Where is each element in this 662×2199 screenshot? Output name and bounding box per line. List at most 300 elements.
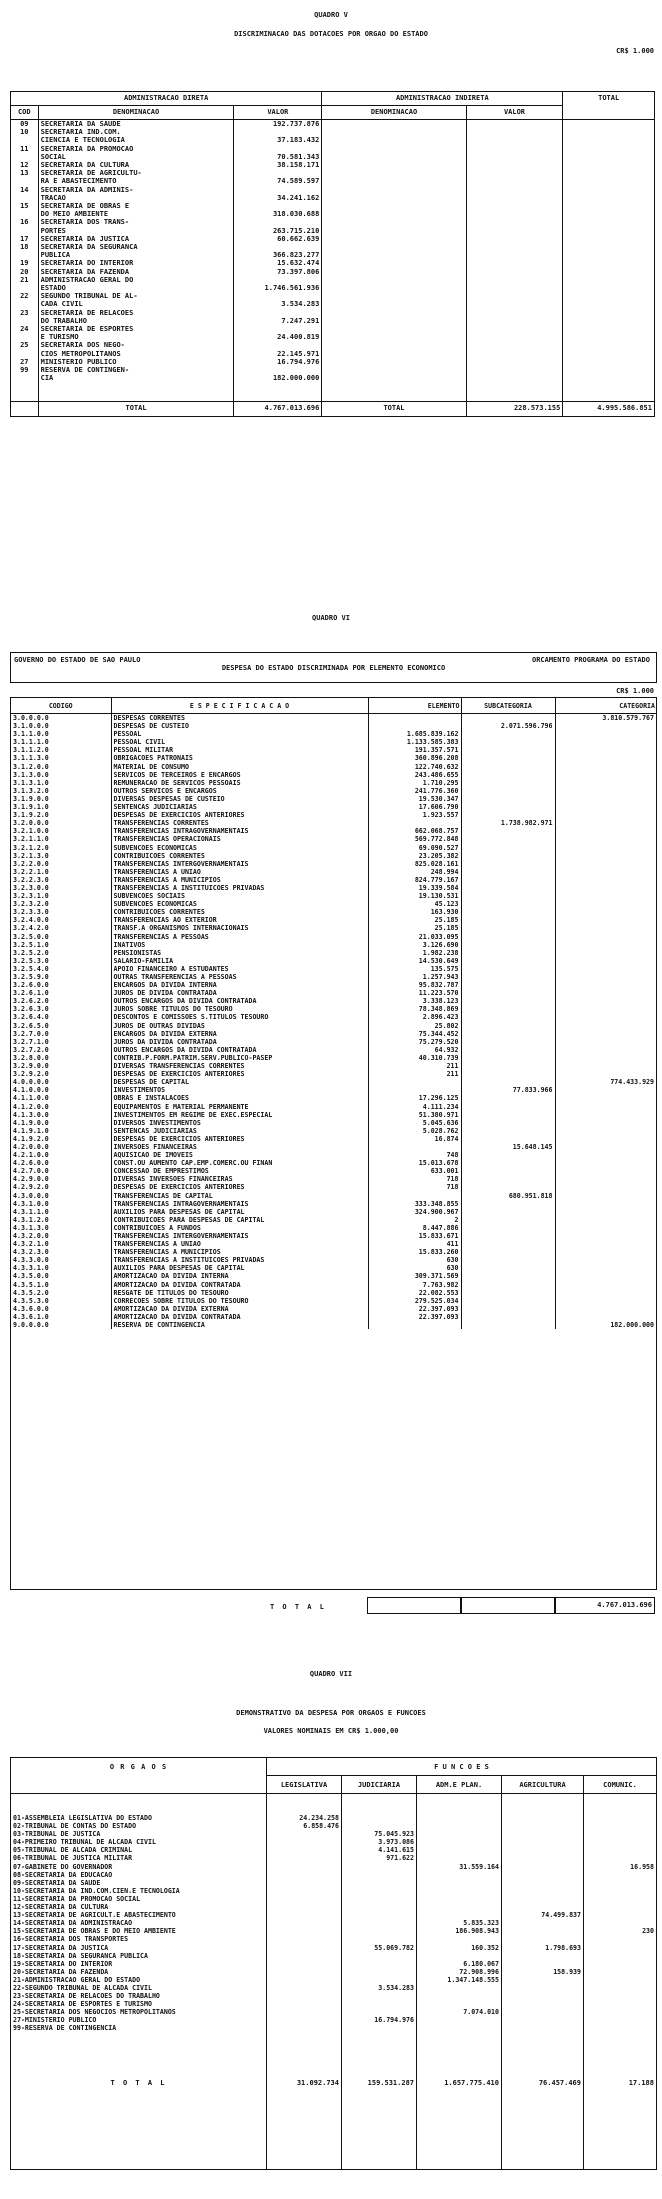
table-row xyxy=(11,1297,656,1305)
desc-cell: TRANSFERENCIAS A INSTITUICOES PRIVADAS xyxy=(111,1256,368,1264)
total-cell xyxy=(563,300,655,308)
orgao-cell: 12-SECRETARIA DA CULTURA xyxy=(13,1903,109,1912)
table-row xyxy=(11,1895,656,1903)
header-denominacao: DENOMINACAO xyxy=(38,106,234,120)
funcao-value-cell xyxy=(501,1976,583,1984)
cat-cell xyxy=(555,1005,656,1013)
table-row xyxy=(11,1903,656,1911)
quadro-vii-table-frame xyxy=(10,1757,657,2170)
elemento-cell: 211 xyxy=(368,1062,461,1070)
codigo-cell: 3.2.2.3.0 xyxy=(13,875,49,884)
funcao-value-cell xyxy=(583,2000,656,2008)
desc-cell: SENTENCAS JUDICIARIAS xyxy=(111,803,368,811)
cat-cell xyxy=(555,860,656,868)
desc-cell: DIVERSAS INVERSOES FINANCEIRAS xyxy=(111,1175,368,1183)
cat-cell xyxy=(555,754,656,762)
table-row xyxy=(11,1814,656,1822)
table-row xyxy=(11,194,655,202)
table-row xyxy=(11,1289,656,1297)
table-row xyxy=(11,259,655,267)
indireta-denominacao-cell xyxy=(322,136,466,144)
elemento-cell: 25.802 xyxy=(368,1022,461,1030)
funcao-value-cell xyxy=(501,1822,583,1830)
cat-cell xyxy=(555,1038,656,1046)
funcao-value-cell xyxy=(501,1838,583,1846)
codigo-cell: 3.1.1.3.0 xyxy=(13,754,49,763)
table-row xyxy=(11,1838,656,1846)
total-cell xyxy=(563,358,655,366)
funcao-value-cell xyxy=(583,1814,656,1822)
cod-cell xyxy=(11,153,39,161)
funcao-value-cell xyxy=(341,1887,416,1895)
funcao-value-cell: 7.074.010 xyxy=(463,2008,499,2017)
table-row xyxy=(11,1038,656,1046)
codigo-cell: 3.1.9.0.0 xyxy=(13,794,49,803)
table-row xyxy=(11,1830,656,1838)
total-cell xyxy=(563,317,655,325)
table-row xyxy=(11,754,656,762)
codigo-cell: 3.1.1.2.0 xyxy=(13,746,49,755)
funcao-value-cell: 186.908.943 xyxy=(455,1927,499,1936)
valor-cell xyxy=(234,325,322,333)
cod-cell: 24 xyxy=(11,325,39,333)
funcao-value-cell xyxy=(583,1822,656,1830)
cod-cell: 16 xyxy=(11,218,39,226)
valor-cell: 1.746.561.936 xyxy=(234,284,322,292)
table-row xyxy=(11,779,656,787)
table-row xyxy=(11,949,656,957)
denominacao-cell: CIA xyxy=(38,374,234,382)
indireta-denominacao-cell xyxy=(322,153,466,161)
total-cell xyxy=(563,309,655,317)
funcao-value-cell xyxy=(416,1992,501,2000)
cat-cell xyxy=(555,1103,656,1111)
table-row xyxy=(11,827,656,835)
divider xyxy=(11,1793,656,1794)
elemento-cell xyxy=(368,819,461,827)
cat-cell xyxy=(555,819,656,827)
table-row xyxy=(11,973,656,981)
orgao-cell: 22-SEGUNDO TRIBUNAL DE ALCADA CIVIL xyxy=(13,1983,152,1992)
cat-cell xyxy=(555,892,656,900)
denominacao-cell: DO TRABALHO xyxy=(38,317,234,325)
codigo-cell: 3.1.1.0.0 xyxy=(13,730,49,739)
cat-cell xyxy=(555,900,656,908)
codigo-cell: 4.3.0.0.0 xyxy=(13,1191,49,1200)
sub-cell xyxy=(461,1313,555,1321)
funcao-value-cell: 3.973.086 xyxy=(378,1838,414,1847)
funcao-value-cell xyxy=(416,1984,501,1992)
cat-cell xyxy=(555,957,656,965)
elemento-cell: 411 xyxy=(368,1240,461,1248)
cat-cell xyxy=(555,795,656,803)
cod-cell xyxy=(11,251,39,259)
table-row xyxy=(11,1094,656,1102)
quadro-v-total-row xyxy=(11,401,655,416)
table-row xyxy=(11,1281,656,1289)
sub-cell xyxy=(461,795,555,803)
desc-cell: AMORTIZACAO DA DIVIDA CONTRATADA xyxy=(111,1313,368,1321)
header-administracao-indireta: ADMINISTRACAO INDIRETA xyxy=(322,92,563,106)
elemento-cell: 78.348.869 xyxy=(368,1005,461,1013)
funcao-value-cell xyxy=(501,1927,583,1935)
elemento-cell: 1.982.238 xyxy=(368,949,461,957)
orgao-cell: 15-SECRETARIA DE OBRAS E DO MEIO AMBIENTE xyxy=(13,1927,176,1936)
cod-cell xyxy=(11,284,39,292)
total-cell xyxy=(563,235,655,243)
valor-cell: 3.534.283 xyxy=(234,300,322,308)
cat-cell xyxy=(555,989,656,997)
quadro-vi-body xyxy=(11,714,656,1330)
table-row xyxy=(11,2008,656,2016)
table-row xyxy=(11,1927,656,1935)
orgao-cell: 18-SECRETARIA DA SEGURANCA PUBLICA xyxy=(13,1951,148,1960)
sub-cell xyxy=(461,1305,555,1313)
table-row xyxy=(11,1119,656,1127)
codigo-cell: 4.2.9.2.0 xyxy=(13,1183,49,1192)
table-row xyxy=(11,1200,656,1208)
cat-cell xyxy=(555,1208,656,1216)
sub-cell xyxy=(461,1005,555,1013)
table-row xyxy=(11,730,656,738)
table-row xyxy=(11,1151,656,1159)
cod-cell: 12 xyxy=(11,161,39,169)
elemento-cell xyxy=(368,1086,461,1094)
desc-cell: INVERSOES FINANCEIRAS xyxy=(111,1143,368,1151)
elemento-cell: 360.896.208 xyxy=(368,754,461,762)
cat-cell xyxy=(555,827,656,835)
cat-cell xyxy=(555,835,656,843)
codigo-cell: 4.3.6.0.0 xyxy=(13,1304,49,1313)
funcao-value-cell: 6.858.476 xyxy=(303,1822,339,1831)
denominacao-cell: SECRETARIA DOS NEGO- xyxy=(38,341,234,349)
desc-cell: DESPESAS CORRENTES xyxy=(111,714,368,723)
desc-cell: JUROS DA DIVIDA CONTRATADA xyxy=(111,1038,368,1046)
table-row xyxy=(11,1240,656,1248)
elemento-cell: 662.068.757 xyxy=(368,827,461,835)
funcao-value-cell xyxy=(341,1976,416,1984)
cod-cell xyxy=(11,333,39,341)
funcao-value-cell xyxy=(341,1935,416,1943)
codigo-cell: 3.2.6.0.0 xyxy=(13,981,49,990)
funcao-value-cell xyxy=(341,1903,416,1911)
elemento-cell: 824.779.167 xyxy=(368,876,461,884)
funcao-value-cell xyxy=(501,1919,583,1927)
funcao-value-cell xyxy=(266,2000,341,2008)
total-cell xyxy=(563,366,655,374)
sub-cell xyxy=(461,1103,555,1111)
desc-cell: TRANSFERENCIAS CORRENTES xyxy=(111,819,368,827)
cat-cell xyxy=(555,1030,656,1038)
orgao-cell: 04-PRIMEIRO TRIBUNAL DE ALCADA CIVIL xyxy=(13,1838,156,1847)
table-row xyxy=(11,1846,656,1854)
indireta-denominacao-cell xyxy=(322,292,466,300)
table-row xyxy=(11,1944,656,1952)
table-row xyxy=(11,795,656,803)
denominacao-cell: SECRETARIA IND.COM. xyxy=(38,128,234,136)
funcao-value-cell: 16.794.976 xyxy=(374,2016,414,2025)
valor-cell: 34.241.162 xyxy=(234,194,322,202)
cat-cell xyxy=(555,1151,656,1159)
codigo-cell: 4.3.1.0.0 xyxy=(13,1199,49,1208)
elemento-cell: 3.338.123 xyxy=(368,997,461,1005)
indireta-denominacao-cell xyxy=(322,300,466,308)
funcao-value-cell xyxy=(501,1935,583,1943)
funcao-value-cell xyxy=(416,1895,501,1903)
quadro-vi-total-elemento xyxy=(367,1597,462,1614)
elemento-cell: 64.932 xyxy=(368,1046,461,1054)
funcao-value-cell: 24.234.258 xyxy=(299,1814,339,1822)
codigo-cell: 3.1.2.0.0 xyxy=(13,762,49,771)
quadro-v-table xyxy=(10,91,655,417)
indireta-valor-cell xyxy=(466,177,563,185)
codigo-cell: 3.1.0.0.0 xyxy=(13,722,49,731)
cat-cell xyxy=(555,1248,656,1256)
indireta-valor-cell xyxy=(466,366,563,374)
funcao-value-cell xyxy=(416,2024,501,2032)
table-row xyxy=(11,1135,656,1143)
cod-cell xyxy=(11,194,39,202)
codigo-cell: 3.2.6.5.0 xyxy=(13,1021,49,1030)
indireta-valor-cell xyxy=(466,235,563,243)
indireta-denominacao-cell xyxy=(322,210,466,218)
table-row xyxy=(11,218,655,226)
funcao-value-cell: 6.180.067 xyxy=(463,1959,499,1968)
codigo-cell: 3.1.9.2.0 xyxy=(13,811,49,820)
sub-cell xyxy=(461,1224,555,1232)
desc-cell: DIVERSAS TRANSFERENCIAS CORRENTES xyxy=(111,1062,368,1070)
sub-cell xyxy=(461,941,555,949)
codigo-cell: 3.2.2.0.0 xyxy=(13,859,49,868)
codigo-cell: 4.1.2.0.0 xyxy=(13,1102,49,1111)
total-cell xyxy=(563,177,655,185)
elemento-cell: 25.185 xyxy=(368,924,461,932)
elemento-cell: 4.111.234 xyxy=(368,1103,461,1111)
denominacao-cell: SECRETARIA DA FAZENDA xyxy=(38,268,234,276)
indireta-valor-cell xyxy=(466,227,563,235)
codigo-cell: 3.1.9.1.0 xyxy=(13,803,49,812)
indireta-denominacao-cell xyxy=(322,227,466,235)
quadro-v-label: QUADRO V xyxy=(314,11,348,19)
valor-cell: 73.397.806 xyxy=(234,268,322,276)
elemento-cell: 1.923.557 xyxy=(368,811,461,819)
codigo-cell: 3.1.1.1.0 xyxy=(13,738,49,747)
funcao-value-cell xyxy=(501,1846,583,1854)
desc-cell: SERVICOS DE TERCEIROS E ENCARGOS xyxy=(111,771,368,779)
valor-cell xyxy=(234,309,322,317)
cat-cell xyxy=(555,1297,656,1305)
orgao-cell: 27-MINISTERIO PUBLICO xyxy=(13,2016,97,2025)
sub-cell xyxy=(461,1070,555,1078)
sub-cell: 1.738.982.971 xyxy=(461,819,555,827)
orgao-cell: 24-SECRETARIA DE ESPORTES E TURISMO xyxy=(13,2000,152,2009)
desc-cell: PESSOAL MILITAR xyxy=(111,746,368,754)
orgao-cell: 25-SECRETARIA DOS NEGOCIOS METROPOLITANOS xyxy=(13,2008,176,2017)
table-row xyxy=(11,1054,656,1062)
table-row xyxy=(11,2000,656,2008)
valor-cell: 192.737.876 xyxy=(234,120,322,129)
table-row xyxy=(11,325,655,333)
table-row xyxy=(11,787,656,795)
funcao-value-cell xyxy=(583,1830,656,1838)
elemento-cell: 19.530.347 xyxy=(368,795,461,803)
denominacao-cell: MINISTERIO PUBLICO xyxy=(38,358,234,366)
cod-cell xyxy=(11,317,39,325)
denominacao-cell: SECRETARIA DO INTERIOR xyxy=(38,259,234,267)
codigo-cell: 3.2.4.2.0 xyxy=(13,924,49,933)
elemento-cell: 825.028.161 xyxy=(368,860,461,868)
table-row xyxy=(11,309,655,317)
sub-cell xyxy=(461,1062,555,1070)
codigo-cell: 3.2.6.3.0 xyxy=(13,1005,49,1014)
sub-cell xyxy=(461,1167,555,1175)
table-row xyxy=(11,1224,656,1232)
desc-cell: AUXILIOS PARA DESPESAS DE CAPITAL xyxy=(111,1264,368,1272)
funcao-value-cell xyxy=(416,1887,501,1895)
desc-cell: TRANSFERENCIAS INTRAGOVERNAMENTAIS xyxy=(111,827,368,835)
total-judiciaria: 159.531.287 xyxy=(367,2079,414,2087)
funcao-value-cell xyxy=(416,1879,501,1887)
cat-cell xyxy=(555,763,656,771)
funcao-value-cell xyxy=(583,1952,656,1960)
indireta-valor-cell xyxy=(466,317,563,325)
elemento-cell: 718 xyxy=(368,1183,461,1191)
funcao-value-cell xyxy=(266,1911,341,1919)
desc-cell: TRANSFERENCIAS A UNIAO xyxy=(111,868,368,876)
cat-cell xyxy=(555,1111,656,1119)
indireta-denominacao-cell xyxy=(322,268,466,276)
funcao-value-cell xyxy=(266,1935,341,1943)
cat-cell xyxy=(555,949,656,957)
header-cod: COD xyxy=(11,106,39,120)
funcao-value-cell xyxy=(266,1854,341,1862)
funcao-value-cell xyxy=(266,1871,341,1879)
header-orgaos: O R G A O S xyxy=(109,1763,168,1771)
valor-cell: 318.030.688 xyxy=(234,210,322,218)
total-cell xyxy=(563,284,655,292)
codigo-cell: 4.2.0.0.0 xyxy=(13,1142,49,1151)
table-row xyxy=(11,844,656,852)
codigo-cell: 3.2.1.3.0 xyxy=(13,851,49,860)
elemento-cell: 718 xyxy=(368,1175,461,1183)
cod-cell: 17 xyxy=(11,235,39,243)
funcao-value-cell: 3.534.283 xyxy=(378,1983,414,1992)
funcao-value-cell xyxy=(266,1903,341,1911)
codigo-cell: 3.2.9.0.0 xyxy=(13,1062,49,1071)
funcao-value-cell xyxy=(266,1968,341,1976)
funcao-value-cell xyxy=(341,1992,416,2000)
sub-cell xyxy=(461,1208,555,1216)
indireta-valor-cell xyxy=(466,284,563,292)
cat-cell xyxy=(555,1289,656,1297)
sub-cell xyxy=(461,1022,555,1030)
cat-cell xyxy=(555,1192,656,1200)
total-cell xyxy=(563,161,655,169)
elemento-cell: 135.575 xyxy=(368,965,461,973)
indireta-valor-cell xyxy=(466,276,563,284)
denominacao-cell: CADA CIVIL xyxy=(38,300,234,308)
table-row xyxy=(11,1183,656,1191)
quadro-vii-subtitle: VALORES NOMINAIS EM CR$ 1.000,00 xyxy=(263,1727,399,1735)
funcao-value-cell xyxy=(583,2016,656,2024)
cod-cell: 14 xyxy=(11,186,39,194)
table-row xyxy=(11,916,656,924)
indireta-denominacao-cell xyxy=(322,194,466,202)
indireta-denominacao-cell xyxy=(322,341,466,349)
sub-cell xyxy=(461,1281,555,1289)
desc-cell: TRANSFERENCIAS A MUNICIPIOS xyxy=(111,876,368,884)
elemento-cell: 633.001 xyxy=(368,1167,461,1175)
elemento-cell: 3.126.690 xyxy=(368,941,461,949)
indireta-denominacao-cell xyxy=(322,374,466,382)
funcao-value-cell xyxy=(583,1895,656,1903)
codigo-cell: 4.3.2.0.0 xyxy=(13,1232,49,1240)
desc-cell: INVESTIMENTOS EM REGIME DE EXEC.ESPECIAL xyxy=(111,1111,368,1119)
sub-cell xyxy=(461,1013,555,1021)
funcao-value-cell xyxy=(501,1814,583,1822)
funcao-value-cell xyxy=(341,1822,416,1830)
cod-cell: 09 xyxy=(11,120,39,129)
orgao-cell: 07-GABINETE DO GOVERNADOR xyxy=(13,1862,113,1871)
funcao-value-cell: 1.798.693 xyxy=(545,1943,581,1952)
quadro-vii-body xyxy=(11,1814,656,2033)
cod-cell xyxy=(11,227,39,235)
total-label: T O T A L xyxy=(110,2079,167,2087)
table-row xyxy=(11,1992,656,2000)
cat-cell xyxy=(555,1054,656,1062)
elemento-cell: 2 xyxy=(368,1216,461,1224)
table-row xyxy=(11,153,655,161)
cat-cell xyxy=(555,916,656,924)
indireta-valor-cell xyxy=(466,243,563,251)
quadro-vi-header-box xyxy=(10,652,657,683)
cat-cell xyxy=(555,1313,656,1321)
table-row xyxy=(11,900,656,908)
funcao-value-cell: 74.499.837 xyxy=(541,1911,581,1920)
table-row xyxy=(11,1256,656,1264)
sub-cell: 15.648.145 xyxy=(461,1143,555,1151)
codigo-cell: 3.2.6.4.0 xyxy=(13,1013,49,1022)
table-row xyxy=(11,227,655,235)
indireta-valor-cell xyxy=(466,153,563,161)
sub-cell xyxy=(461,754,555,762)
elemento-cell xyxy=(368,1078,461,1086)
denominacao-cell: RESERVA DE CONTINGEN- xyxy=(38,366,234,374)
funcao-value-cell xyxy=(583,1984,656,1992)
table-row xyxy=(11,957,656,965)
codigo-cell: 3.2.6.2.0 xyxy=(13,997,49,1006)
codigo-cell: 4.3.1.1.0 xyxy=(13,1207,49,1216)
cat-cell xyxy=(555,811,656,819)
valor-cell: 74.589.597 xyxy=(234,177,322,185)
desc-cell: PENSIONISTAS xyxy=(111,949,368,957)
cat-cell xyxy=(555,981,656,989)
codigo-cell: 4.3.6.1.0 xyxy=(13,1312,49,1321)
desc-cell: SUBVENCOES ECONOMICAS xyxy=(111,900,368,908)
quadro-v-unit: CR$ 1.000 xyxy=(616,47,654,55)
cod-cell: 21 xyxy=(11,276,39,284)
desc-cell: RESGATE DE TITULOS DO TESOURO xyxy=(111,1289,368,1297)
table-row xyxy=(11,120,655,129)
codigo-cell: 4.2.1.0.0 xyxy=(13,1151,49,1160)
desc-cell: OBRIGACOES PATRONAIS xyxy=(111,754,368,762)
funcao-value-cell xyxy=(266,1919,341,1927)
funcao-value-cell xyxy=(583,1935,656,1943)
table-row xyxy=(11,852,656,860)
funcao-value-cell xyxy=(266,1927,341,1935)
cat-cell xyxy=(555,1256,656,1264)
quadro-vi-label: QUADRO VI xyxy=(312,614,350,622)
